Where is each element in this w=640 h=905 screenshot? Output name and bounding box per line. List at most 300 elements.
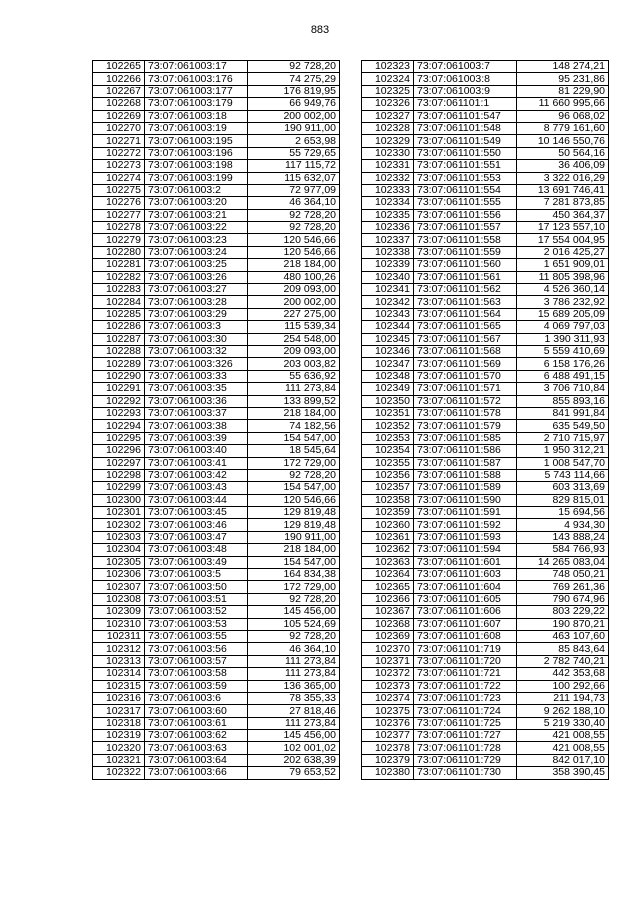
- table-row: [93, 122, 340, 134]
- row-id: 102376: [362, 717, 414, 729]
- table-row: [362, 754, 609, 766]
- cadastral-value: 218 184,00: [248, 407, 340, 419]
- cadastral-value: 842 017,10: [517, 754, 609, 766]
- row-id: 102314: [93, 668, 145, 680]
- table-row: [93, 259, 340, 271]
- row-id: 102287: [93, 333, 145, 345]
- row-id: 102265: [93, 61, 145, 73]
- row-id: 102367: [362, 606, 414, 618]
- cadastral-value: 7 281 873,85: [517, 197, 609, 209]
- cadastral-value: 1 651 909,01: [517, 259, 609, 271]
- cadastral-number: 73:07:061101:585: [414, 432, 517, 444]
- cadastral-value: 14 265 083,04: [517, 556, 609, 568]
- row-id: 102327: [362, 110, 414, 122]
- row-id: 102304: [93, 544, 145, 556]
- table-row: [362, 395, 609, 407]
- table-row: [93, 531, 340, 543]
- cadastral-number: 73:07:061101:604: [414, 581, 517, 593]
- table-row: [362, 494, 609, 506]
- row-id: 102289: [93, 358, 145, 370]
- cadastral-number: 73:07:061003:23: [145, 234, 248, 246]
- row-id: 102379: [362, 754, 414, 766]
- row-id: 102319: [93, 730, 145, 742]
- cadastral-value: 358 390,45: [517, 767, 609, 779]
- table-row: [362, 246, 609, 258]
- cadastral-number: 73:07:061003:59: [145, 680, 248, 692]
- cadastral-number: 73:07:061101:547: [414, 110, 517, 122]
- table-row: [362, 469, 609, 481]
- cadastral-value: 2 782 740,21: [517, 655, 609, 667]
- table-row: [93, 606, 340, 618]
- row-id: 102284: [93, 296, 145, 308]
- row-id: 102270: [93, 122, 145, 134]
- cadastral-value: 111 273,84: [248, 383, 340, 395]
- table-row: [93, 494, 340, 506]
- row-id: 102351: [362, 407, 414, 419]
- cadastral-number: 73:07:061003:42: [145, 469, 248, 481]
- table-row: [93, 519, 340, 531]
- cadastral-number: 73:07:061101:608: [414, 630, 517, 642]
- cadastral-number: 73:07:061101:588: [414, 469, 517, 481]
- cadastral-value: 79 653,52: [248, 767, 340, 779]
- cadastral-value: 190 911,00: [248, 531, 340, 543]
- cadastral-value: 748 050,21: [517, 569, 609, 581]
- cadastral-value: 100 292,66: [517, 680, 609, 692]
- table-row: [362, 358, 609, 370]
- cadastral-value: 2 016 425,27: [517, 246, 609, 258]
- row-id: 102361: [362, 531, 414, 543]
- cadastral-value: 13 691 746,41: [517, 184, 609, 196]
- table-row: [362, 655, 609, 667]
- cadastral-number: 73:07:061003:25: [145, 259, 248, 271]
- row-id: 102363: [362, 556, 414, 568]
- table-row: [93, 630, 340, 642]
- cadastral-value: 143 888,24: [517, 531, 609, 543]
- cadastral-number: 73:07:061101:724: [414, 705, 517, 717]
- cadastral-value: 85 843,64: [517, 643, 609, 655]
- cadastral-number: 73:07:061101:1: [414, 98, 517, 110]
- table-row: [362, 519, 609, 531]
- cadastral-number: 73:07:061101:559: [414, 246, 517, 258]
- cadastral-number: 73:07:061101:727: [414, 730, 517, 742]
- table-row: [362, 370, 609, 382]
- row-id: 102298: [93, 469, 145, 481]
- table-row: [93, 581, 340, 593]
- table-row: [93, 308, 340, 320]
- table-row: [362, 556, 609, 568]
- cadastral-value: 46 364,10: [248, 643, 340, 655]
- table-row: [93, 730, 340, 742]
- cadastral-value: 11 805 398,96: [517, 271, 609, 283]
- table-row: [93, 544, 340, 556]
- row-id: 102317: [93, 705, 145, 717]
- row-id: 102326: [362, 98, 414, 110]
- table-row: [362, 407, 609, 419]
- cadastral-number: 73:07:061003:199: [145, 172, 248, 184]
- cadastral-number: 73:07:061101:560: [414, 259, 517, 271]
- row-id: 102359: [362, 507, 414, 519]
- row-id: 102286: [93, 321, 145, 333]
- row-id: 102357: [362, 482, 414, 494]
- cadastral-number: 73:07:061101:567: [414, 333, 517, 345]
- cadastral-value: 8 779 161,60: [517, 122, 609, 134]
- table-row: [93, 110, 340, 122]
- table-row: [362, 61, 609, 73]
- row-id: 102271: [93, 135, 145, 147]
- cadastral-number: 73:07:061101:723: [414, 692, 517, 704]
- cadastral-value: 218 184,00: [248, 259, 340, 271]
- cadastral-value: 211 194,73: [517, 692, 609, 704]
- cadastral-value: 227 275,00: [248, 308, 340, 320]
- cadastral-number: 73:07:061003:3: [145, 321, 248, 333]
- cadastral-number: 73:07:061101:571: [414, 383, 517, 395]
- table-row: [93, 742, 340, 754]
- cadastral-value: 3 706 710,84: [517, 383, 609, 395]
- cadastral-number: 73:07:061101:572: [414, 395, 517, 407]
- table-row: [93, 767, 340, 779]
- cadastral-value: 17 123 557,10: [517, 222, 609, 234]
- cadastral-value: 129 819,48: [248, 507, 340, 519]
- row-id: 102352: [362, 420, 414, 432]
- cadastral-value: 202 638,39: [248, 754, 340, 766]
- table-row: [362, 420, 609, 432]
- row-id: 102374: [362, 692, 414, 704]
- row-id: 102305: [93, 556, 145, 568]
- row-id: 102272: [93, 147, 145, 159]
- table-row: [93, 618, 340, 630]
- cadastral-number: 73:07:061003:61: [145, 717, 248, 729]
- row-id: 102303: [93, 531, 145, 543]
- row-id: 102274: [93, 172, 145, 184]
- cadastral-value: 120 546,66: [248, 234, 340, 246]
- row-id: 102339: [362, 259, 414, 271]
- cadastral-value: 111 273,84: [248, 717, 340, 729]
- table-row: [362, 333, 609, 345]
- row-id: 102356: [362, 469, 414, 481]
- table-row: [362, 593, 609, 605]
- cadastral-value: 92 728,20: [248, 469, 340, 481]
- cadastral-value: 4 069 797,03: [517, 321, 609, 333]
- cadastral-number: 73:07:061003:9: [414, 85, 517, 97]
- table-row: [93, 333, 340, 345]
- table-row: [93, 383, 340, 395]
- cadastral-value: 200 002,00: [248, 296, 340, 308]
- cadastral-number: 73:07:061003:58: [145, 668, 248, 680]
- row-id: 102292: [93, 395, 145, 407]
- row-id: 102269: [93, 110, 145, 122]
- table-row: [93, 135, 340, 147]
- cadastral-value: 136 365,00: [248, 680, 340, 692]
- table-row: [93, 556, 340, 568]
- cadastral-value: 105 524,69: [248, 618, 340, 630]
- cadastral-number: 73:07:061003:24: [145, 246, 248, 258]
- cadastral-value: 120 546,66: [248, 494, 340, 506]
- cadastral-number: 73:07:061003:179: [145, 98, 248, 110]
- cadastral-value: 55 636,92: [248, 370, 340, 382]
- row-id: 102340: [362, 271, 414, 283]
- cadastral-number: 73:07:061003:47: [145, 531, 248, 543]
- cadastral-number: 73:07:061003:5: [145, 569, 248, 581]
- cadastral-number: 73:07:061101:722: [414, 680, 517, 692]
- cadastral-number: 73:07:061003:26: [145, 271, 248, 283]
- cadastral-number: 73:07:061101:594: [414, 544, 517, 556]
- table-row: [362, 482, 609, 494]
- table-row: [93, 680, 340, 692]
- row-id: 102277: [93, 209, 145, 221]
- cadastral-number: 73:07:061101:549: [414, 135, 517, 147]
- cadastral-number: 73:07:061101:606: [414, 606, 517, 618]
- table-row: [93, 234, 340, 246]
- cadastral-number: 73:07:061003:46: [145, 519, 248, 531]
- cadastral-number: 73:07:061003:35: [145, 383, 248, 395]
- table-row: [93, 432, 340, 444]
- cadastral-value: 117 115,72: [248, 160, 340, 172]
- cadastral-value: 2 653,98: [248, 135, 340, 147]
- cadastral-value: 92 728,20: [248, 209, 340, 221]
- table-row: [93, 209, 340, 221]
- cadastral-value: 3 786 232,92: [517, 296, 609, 308]
- cadastral-value: 2 710 715,97: [517, 432, 609, 444]
- cadastral-number: 73:07:061101:565: [414, 321, 517, 333]
- cadastral-number: 73:07:061101:730: [414, 767, 517, 779]
- cadastral-value: 5 219 330,40: [517, 717, 609, 729]
- cadastral-number: 73:07:061101:562: [414, 284, 517, 296]
- cadastral-value: 92 728,20: [248, 222, 340, 234]
- row-id: 102349: [362, 383, 414, 395]
- table-row: [93, 197, 340, 209]
- row-id: 102321: [93, 754, 145, 766]
- cadastral-number: 73:07:061003:45: [145, 507, 248, 519]
- cadastral-number: 73:07:061003:18: [145, 110, 248, 122]
- row-id: 102313: [93, 655, 145, 667]
- row-id: 102325: [362, 85, 414, 97]
- table-row: [93, 692, 340, 704]
- cadastral-value: 154 547,00: [248, 556, 340, 568]
- row-id: 102365: [362, 581, 414, 593]
- cadastral-number: 73:07:061101:592: [414, 519, 517, 531]
- cadastral-value: 5 743 114,66: [517, 469, 609, 481]
- cadastral-number: 73:07:061101:556: [414, 209, 517, 221]
- table-row: [362, 432, 609, 444]
- row-id: 102316: [93, 692, 145, 704]
- table-row: [362, 345, 609, 357]
- cadastral-value: 3 322 016,29: [517, 172, 609, 184]
- table-row: [362, 569, 609, 581]
- cadastral-number: 73:07:061101:590: [414, 494, 517, 506]
- table-row: [93, 222, 340, 234]
- cadastral-value: 841 991,84: [517, 407, 609, 419]
- cadastral-number: 73:07:061003:44: [145, 494, 248, 506]
- cadastral-value: 200 002,00: [248, 110, 340, 122]
- row-id: 102360: [362, 519, 414, 531]
- row-id: 102341: [362, 284, 414, 296]
- cadastral-number: 73:07:061101:607: [414, 618, 517, 630]
- cadastral-value: 1 950 312,21: [517, 445, 609, 457]
- cadastral-number: 73:07:061101:579: [414, 420, 517, 432]
- cadastral-number: 73:07:061101:589: [414, 482, 517, 494]
- cadastral-number: 73:07:061003:176: [145, 73, 248, 85]
- table-row: [93, 569, 340, 581]
- cadastral-value: 81 229,90: [517, 85, 609, 97]
- cadastral-number: 73:07:061003:41: [145, 457, 248, 469]
- cadastral-value: 92 728,20: [248, 61, 340, 73]
- cadastral-value: 55 729,65: [248, 147, 340, 159]
- cadastral-value: 855 893,16: [517, 395, 609, 407]
- cadastral-value: 111 273,84: [248, 655, 340, 667]
- table-row: [362, 259, 609, 271]
- table-row: [93, 271, 340, 283]
- cadastral-value: 145 456,00: [248, 606, 340, 618]
- cadastral-value: 1 008 547,70: [517, 457, 609, 469]
- row-id: 102278: [93, 222, 145, 234]
- table-row: [93, 407, 340, 419]
- cadastral-number: 73:07:061101:719: [414, 643, 517, 655]
- cadastral-value: 11 660 995,66: [517, 98, 609, 110]
- row-id: 102336: [362, 222, 414, 234]
- cadastral-number: 73:07:061101:720: [414, 655, 517, 667]
- cadastral-number: 73:07:061101:593: [414, 531, 517, 543]
- row-id: 102279: [93, 234, 145, 246]
- left-table-body: [93, 61, 340, 780]
- cadastral-value: 36 406,09: [517, 160, 609, 172]
- table-row: [362, 184, 609, 196]
- cadastral-value: 769 261,36: [517, 581, 609, 593]
- cadastral-number: 73:07:061003:198: [145, 160, 248, 172]
- cadastral-value: 5 559 410,69: [517, 345, 609, 357]
- table-row: [93, 420, 340, 432]
- cadastral-value: 111 273,84: [248, 668, 340, 680]
- cadastral-value: 154 547,00: [248, 482, 340, 494]
- row-id: 102311: [93, 630, 145, 642]
- cadastral-value: 72 977,09: [248, 184, 340, 196]
- cadastral-number: 73:07:061003:6: [145, 692, 248, 704]
- row-id: 102268: [93, 98, 145, 110]
- table-row: [362, 98, 609, 110]
- table-row: [93, 655, 340, 667]
- cadastral-number: 73:07:061003:195: [145, 135, 248, 147]
- cadastral-number: 73:07:061101:564: [414, 308, 517, 320]
- row-id: 102295: [93, 432, 145, 444]
- cadastral-number: 73:07:061003:66: [145, 767, 248, 779]
- row-id: 102312: [93, 643, 145, 655]
- table-row: [362, 630, 609, 642]
- cadastral-value: 209 093,00: [248, 345, 340, 357]
- cadastral-number: 73:07:061003:63: [145, 742, 248, 754]
- row-id: 102318: [93, 717, 145, 729]
- cadastral-number: 73:07:061003:51: [145, 593, 248, 605]
- table-row: [362, 717, 609, 729]
- table-row: [362, 73, 609, 85]
- cadastral-value: 17 554 004,95: [517, 234, 609, 246]
- row-id: 102345: [362, 333, 414, 345]
- cadastral-value: 74 275,29: [248, 73, 340, 85]
- table-row: [362, 445, 609, 457]
- cadastral-number: 73:07:061101:563: [414, 296, 517, 308]
- row-id: 102267: [93, 85, 145, 97]
- cadastral-number: 73:07:061101:587: [414, 457, 517, 469]
- cadastral-number: 73:07:061003:37: [145, 407, 248, 419]
- table-row: [362, 606, 609, 618]
- table-row: [362, 705, 609, 717]
- cadastral-value: 95 231,86: [517, 73, 609, 85]
- cadastral-value: 120 546,66: [248, 246, 340, 258]
- row-id: 102276: [93, 197, 145, 209]
- row-id: 102281: [93, 259, 145, 271]
- cadastral-value: 92 728,20: [248, 630, 340, 642]
- table-row: [362, 160, 609, 172]
- row-id: 102369: [362, 630, 414, 642]
- cadastral-number: 73:07:061003:326: [145, 358, 248, 370]
- table-row: [362, 618, 609, 630]
- cadastral-number: 73:07:061003:52: [145, 606, 248, 618]
- cadastral-value: 66 949,76: [248, 98, 340, 110]
- cadastral-value: 829 815,01: [517, 494, 609, 506]
- cadastral-value: 480 100,26: [248, 271, 340, 283]
- row-id: 102307: [93, 581, 145, 593]
- cadastral-value: 46 364,10: [248, 197, 340, 209]
- row-id: 102354: [362, 445, 414, 457]
- cadastral-value: 4 934,30: [517, 519, 609, 531]
- row-id: 102273: [93, 160, 145, 172]
- row-id: 102342: [362, 296, 414, 308]
- cadastral-number: 73:07:061101:603: [414, 569, 517, 581]
- table-row: [362, 234, 609, 246]
- cadastral-value: 133 899,52: [248, 395, 340, 407]
- table-row: [362, 544, 609, 556]
- table-row: [93, 160, 340, 172]
- cadastral-value: 15 689 205,09: [517, 308, 609, 320]
- table-row: [362, 296, 609, 308]
- row-id: 102368: [362, 618, 414, 630]
- row-id: 102275: [93, 184, 145, 196]
- row-id: 102338: [362, 246, 414, 258]
- right-register-table: [361, 60, 609, 780]
- cadastral-value: 154 547,00: [248, 432, 340, 444]
- cadastral-number: 73:07:061101:551: [414, 160, 517, 172]
- row-id: 102330: [362, 147, 414, 159]
- cadastral-number: 73:07:061003:57: [145, 655, 248, 667]
- table-row: [362, 135, 609, 147]
- row-id: 102306: [93, 569, 145, 581]
- cadastral-value: 635 549,50: [517, 420, 609, 432]
- row-id: 102373: [362, 680, 414, 692]
- table-row: [93, 246, 340, 258]
- row-id: 102370: [362, 643, 414, 655]
- row-id: 102320: [93, 742, 145, 754]
- table-row: [362, 692, 609, 704]
- cadastral-number: 73:07:061003:22: [145, 222, 248, 234]
- page-number: 883: [310, 24, 330, 36]
- cadastral-number: 73:07:061003:19: [145, 122, 248, 134]
- cadastral-value: 190 870,21: [517, 618, 609, 630]
- row-id: 102331: [362, 160, 414, 172]
- row-id: 102280: [93, 246, 145, 258]
- row-id: 102346: [362, 345, 414, 357]
- cadastral-value: 27 818,46: [248, 705, 340, 717]
- cadastral-value: 803 229,22: [517, 606, 609, 618]
- table-row: [93, 61, 340, 73]
- cadastral-value: 96 068,02: [517, 110, 609, 122]
- table-row: [362, 321, 609, 333]
- cadastral-value: 203 003,82: [248, 358, 340, 370]
- cadastral-number: 73:07:061003:29: [145, 308, 248, 320]
- cadastral-value: 254 548,00: [248, 333, 340, 345]
- cadastral-number: 73:07:061003:7: [414, 61, 517, 73]
- cadastral-number: 73:07:061101:553: [414, 172, 517, 184]
- table-row: [362, 110, 609, 122]
- cadastral-number: 73:07:061003:53: [145, 618, 248, 630]
- cadastral-value: 78 355,33: [248, 692, 340, 704]
